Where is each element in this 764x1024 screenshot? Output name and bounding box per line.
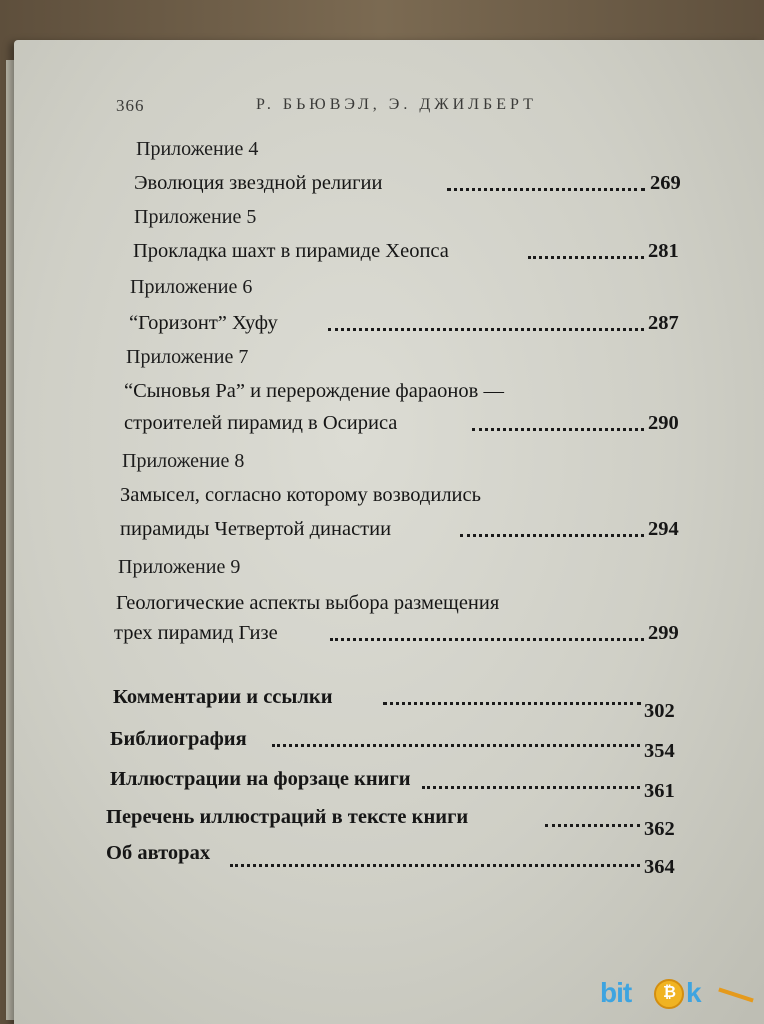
toc-entry-title: Эволюция звездной религии: [134, 172, 383, 194]
dot-leader: [330, 638, 644, 641]
toc-entry-label: Приложение 4: [136, 138, 259, 160]
toc-page-number: 294: [648, 518, 679, 540]
toc-entry-title-line: “Сыновья Ра” и перерождение фараонов —: [124, 380, 504, 402]
toc-entry-label: Приложение 8: [122, 450, 245, 472]
watermark-text-left: bit: [600, 977, 632, 1008]
toc-entry-title-line: Замысел, согласно которому возводились: [120, 484, 481, 506]
toc-backmatter-title: Об авторах: [106, 842, 211, 864]
toc-page-number: 302: [644, 700, 675, 722]
toc-page-number: 362: [644, 818, 675, 840]
toc-page-number: 269: [650, 172, 681, 194]
toc-page-number: 361: [644, 780, 675, 802]
toc-entry-title: “Горизонт” Хуфу: [129, 312, 278, 334]
toc-entry-label: Приложение 6: [130, 276, 253, 298]
dot-leader: [272, 744, 640, 747]
site-watermark-logo: [600, 975, 760, 1015]
toc-page-number: 287: [648, 312, 679, 334]
toc-page-number: 299: [648, 622, 679, 644]
toc-backmatter-title: Перечень иллюстраций в тексте книги: [106, 806, 469, 828]
toc-page-number: 281: [648, 240, 679, 262]
dot-leader: [460, 534, 644, 537]
dot-leader: [528, 256, 644, 259]
toc-backmatter-title: Иллюстрации на форзаце книги: [110, 768, 411, 790]
toc-entry-label: Приложение 7: [126, 346, 249, 368]
toc-entry-title: Прокладка шахт в пирамиде Хеопса: [133, 240, 449, 262]
toc-page-number: 364: [644, 856, 675, 878]
dot-leader: [422, 786, 640, 789]
dot-leader: [447, 188, 645, 191]
toc-entry-title-line: строителей пирамид в Осириса: [124, 412, 398, 434]
page-number: 366: [116, 96, 145, 115]
toc-page-number: 290: [648, 412, 679, 434]
dot-leader: [383, 702, 641, 705]
dot-leader: [545, 824, 640, 827]
coin-icon: [654, 979, 684, 1009]
toc-entry-label: Приложение 5: [134, 206, 257, 228]
toc-entry-title-line: пирамиды Четвертой династии: [120, 518, 392, 540]
toc-backmatter-title: Комментарии и ссылки: [113, 686, 333, 708]
toc-backmatter-title: Библиография: [110, 728, 247, 750]
toc-page-number: 354: [644, 740, 675, 762]
arrow-icon: [718, 988, 753, 1003]
dot-leader: [230, 864, 640, 867]
dot-leader: [472, 428, 644, 431]
watermark-text-right: k: [686, 977, 701, 1008]
toc-entry-title-line: трех пирамид Гизе: [114, 622, 278, 644]
running-header: [116, 96, 676, 122]
dot-leader: [328, 328, 644, 331]
toc-entry-title-line: Геологические аспекты выбора размещения: [116, 592, 500, 614]
toc-entry-label: Приложение 9: [118, 556, 241, 578]
running-head-authors: Р. БЬЮВЭЛ, Э. ДЖИЛБЕРТ: [256, 96, 537, 113]
coin-mark: ₿: [663, 984, 677, 1001]
